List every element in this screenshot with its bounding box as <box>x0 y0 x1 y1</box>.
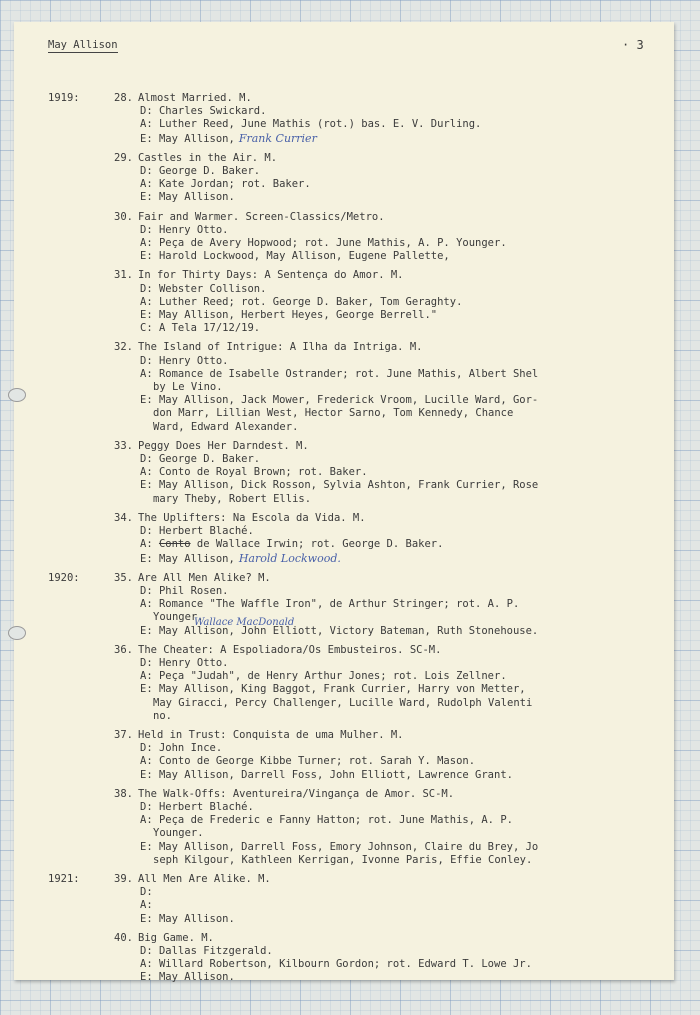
detail-text: A: Peça de Frederic e Fanny Hatton; rot. June Mathis, A. P. <box>140 814 513 827</box>
filmography-entry <box>14 152 674 205</box>
handwritten-annotation: Harold Lockwood. <box>238 551 341 565</box>
detail-text: D: Dallas Fitzgerald. <box>140 944 273 957</box>
detail-text: D: Henry Otto. <box>140 223 229 236</box>
detail-text: May Giracci, Percy Challenger, Lucille Ward, Rudolph Valenti <box>153 696 533 709</box>
detail-text: E: May Allison, <box>140 132 235 145</box>
entry-detail-line <box>14 958 674 971</box>
entry-number: 38. <box>114 787 133 800</box>
detail-text: A: Romance "The Waffle Iron", de Arthur Stringer; rot. A. P. <box>140 598 520 611</box>
entry-title: Castles in the Air. M. <box>138 151 278 164</box>
entry-title: Fair and Warmer. Screen-Classics/Metro. <box>138 210 385 223</box>
detail-text: E: May Allison, Dick Rosson, Sylvia Ashton, Frank Currier, Rose <box>140 479 539 492</box>
detail-text: E: May Allison, Darrell Foss, Emory Johnson, Claire du Brey, Jo <box>140 840 539 853</box>
entry-detail-line <box>14 683 674 696</box>
entry-title-line <box>14 788 674 801</box>
year-label: 1920: <box>48 571 80 584</box>
filmography-entry <box>14 788 674 867</box>
entry-title-line <box>14 341 674 354</box>
filmography-list <box>14 92 674 991</box>
entry-title: All Men Are Alike. M. <box>138 872 271 885</box>
detail-text: A: <box>140 899 153 912</box>
entry-detail-line <box>14 105 674 118</box>
entry-continuation-line <box>14 854 674 867</box>
entry-continuation-line <box>14 381 674 394</box>
detail-text: D: <box>140 886 153 899</box>
entry-title-line <box>14 440 674 453</box>
entry-detail-line <box>14 552 674 566</box>
detail-text: E: May Allison, Jack Mower, Frederick Vroom, Lucille Ward, Gor- <box>140 394 539 407</box>
entry-title-line <box>14 211 674 224</box>
entry-number: 32. <box>114 341 133 354</box>
year-label: 1921: <box>48 872 80 885</box>
entry-detail-line <box>14 132 674 146</box>
entry-title-line <box>14 92 674 105</box>
detail-text: Younger. <box>153 611 204 624</box>
entry-detail-line <box>14 585 674 598</box>
entry-number: 35. <box>114 571 133 584</box>
document-page <box>14 22 674 984</box>
detail-text: E: May Allison, Darrell Foss, John Elliott, Lawrence Grant. <box>140 768 513 781</box>
entry-title-line <box>14 152 674 165</box>
entry-detail-line <box>14 368 674 381</box>
entry-detail-line <box>14 355 674 368</box>
filmography-entry <box>14 269 674 335</box>
filmography-entry <box>14 572 674 638</box>
detail-text: Ward, Edward Alexander. <box>153 420 299 433</box>
year-label: 1919: <box>48 92 80 104</box>
detail-text: D: Henry Otto. <box>140 656 229 669</box>
filmography-entry <box>14 932 674 985</box>
entry-number: 28. <box>114 92 133 104</box>
entry-number: 33. <box>114 439 133 452</box>
entry-number: 37. <box>114 728 133 741</box>
entry-detail-line <box>14 283 674 296</box>
entry-title: The Island of Intrigue: A Ilha da Intriga. M. <box>138 341 423 354</box>
entry-detail-line <box>14 841 674 854</box>
entry-detail-line <box>14 801 674 814</box>
filmography-entry <box>14 92 674 146</box>
entry-detail-line <box>14 913 674 926</box>
entry-detail-line <box>14 191 674 204</box>
entry-detail-line <box>14 178 674 191</box>
detail-text: A: Romance de Isabelle Ostrander; rot. June Mathis, Albert Shel <box>140 367 539 380</box>
entry-title: Held in Trust: Conquista de uma Mulher. M. <box>138 728 404 741</box>
entry-detail-line <box>14 165 674 178</box>
entry-detail-line <box>14 657 674 670</box>
entry-detail-line <box>14 742 674 755</box>
detail-text: A: Luther Reed; rot. George D. Baker, Tom Geraghty. <box>140 295 463 308</box>
entry-detail-line <box>14 250 674 263</box>
handwritten-annotation: Wallace MacDonald <box>194 616 295 628</box>
detail-text: E: May Allison. <box>140 191 235 204</box>
entry-detail-line <box>14 971 674 984</box>
detail-text: D: Herbert Blaché. <box>140 525 254 538</box>
detail-text: A: Peça de Avery Hopwood; rot. June Mathis, A. P. Younger. <box>140 237 507 250</box>
entry-title: Are All Men Alike? M. <box>138 571 271 584</box>
entry-continuation-line <box>14 493 674 506</box>
filmography-entry <box>14 440 674 506</box>
detail-text: D: John Ince. <box>140 742 223 755</box>
detail-text: mary Theby, Robert Ellis. <box>153 492 312 505</box>
entry-title-line <box>14 932 674 945</box>
entry-continuation-line <box>14 827 674 840</box>
entry-detail-line <box>14 309 674 322</box>
entry-continuation-line <box>14 697 674 710</box>
entry-detail-line <box>14 479 674 492</box>
detail-text: E: May Allison, Herbert Heyes, George Berrell." <box>140 309 438 322</box>
detail-text: A: Willard Robertson, Kilbourn Gordon; rot. Edward T. Lowe Jr. <box>140 958 532 971</box>
entry-continuation-line <box>14 407 674 420</box>
entry-detail-line <box>14 296 674 309</box>
entry-detail-line <box>14 945 674 958</box>
entry-detail-line <box>14 769 674 782</box>
entry-detail-line <box>14 237 674 250</box>
entry-title: Almost Married. M. <box>138 92 252 104</box>
entry-detail-line <box>14 394 674 407</box>
filmography-entry <box>14 873 674 926</box>
entry-title: Peggy Does Her Darndest. M. <box>138 439 309 452</box>
entry-number: 39. <box>114 872 133 885</box>
entry-title-line <box>14 512 674 525</box>
detail-prefix: A: <box>140 538 159 551</box>
entry-number: 30. <box>114 210 133 223</box>
entry-title: The Cheater: A Espoliadora/Os Embusteiros. SC-M. <box>138 643 442 656</box>
detail-text: Younger. <box>153 827 204 840</box>
entry-number: 36. <box>114 643 133 656</box>
detail-text: A: Peça "Judah", de Henry Arthur Jones; rot. Lois Zellner. <box>140 670 507 683</box>
entry-detail-line <box>14 466 674 479</box>
detail-text: D: George D. Baker. <box>140 165 261 178</box>
struck-word: Conto <box>158 538 191 551</box>
entry-detail-line <box>14 598 674 611</box>
entry-continuation-line <box>14 421 674 434</box>
entry-detail-line <box>14 670 674 683</box>
detail-text: E: Harold Lockwood, May Allison, Eugene Pallette, <box>140 250 450 263</box>
filmography-entry <box>14 341 674 433</box>
entry-number: 31. <box>114 269 133 282</box>
entry-title-line <box>14 572 674 585</box>
detail-text: A: Luther Reed, June Mathis (rot.) bas. E. V. Durling. <box>140 118 482 131</box>
entry-detail-line <box>14 322 674 335</box>
entry-detail-line <box>14 525 674 538</box>
handwritten-annotation: Frank Currier <box>238 131 317 145</box>
entry-title-line <box>14 644 674 657</box>
page-number: · 3 <box>622 38 644 52</box>
entry-detail-line <box>14 755 674 768</box>
detail-text: seph Kilgour, Kathleen Kerrigan, Ivonne Paris, Effie Conley. <box>153 853 533 866</box>
entry-continuation-line <box>14 710 674 723</box>
entry-number: 34. <box>114 511 133 524</box>
detail-text: E: May Allison, King Baggot, Frank Currier, Harry von Metter, <box>140 683 526 696</box>
detail-text: C: A Tela 17/12/19. <box>140 322 261 335</box>
detail-text: A: Conto de Royal Brown; rot. Baker. <box>140 466 368 479</box>
entry-title: The Walk-Offs: Aventureira/Vingança de Amor. SC-M. <box>138 787 455 800</box>
detail-text: D: Herbert Blaché. <box>140 800 254 813</box>
detail-text: D: Webster Collison. <box>140 282 267 295</box>
entry-detail-line <box>14 453 674 466</box>
filmography-entry <box>14 211 674 264</box>
filmography-entry <box>14 729 674 782</box>
filmography-entry <box>14 512 674 566</box>
filmography-entry <box>14 644 674 723</box>
detail-text: no. <box>153 709 172 722</box>
detail-text: D: Phil Rosen. <box>140 584 229 597</box>
entry-detail-line <box>14 224 674 237</box>
detail-text: D: Charles Swickard. <box>140 105 267 118</box>
entry-detail-line <box>14 538 674 551</box>
page-header-name: May Allison <box>48 39 118 51</box>
entry-title: The Uplifters: Na Escola da Vida. M. <box>138 511 366 524</box>
detail-text: A: Kate Jordan; rot. Baker. <box>140 178 311 191</box>
detail-text: E: May Allison, John Elliott, Victory Bateman, Ruth Stonehouse. <box>140 624 539 637</box>
detail-text: de Wallace Irwin; rot. George D. Baker. <box>190 538 444 551</box>
entry-detail-line <box>14 118 674 131</box>
detail-text: don Marr, Lillian West, Hector Sarno, Tom Kennedy, Chance <box>153 407 514 420</box>
entry-title-line <box>14 873 674 886</box>
entry-title: In for Thirty Days: A Sentença do Amor. M. <box>138 269 404 282</box>
detail-text: E: May Allison, <box>140 552 235 565</box>
entry-title: Big Game. M. <box>138 931 214 944</box>
entry-title-line <box>14 269 674 282</box>
detail-text: E: May Allison. <box>140 971 235 984</box>
entry-detail-line <box>14 886 674 899</box>
entry-number: 29. <box>114 151 133 164</box>
entry-detail-line <box>14 814 674 827</box>
detail-text: A: Conto de George Kibbe Turner; rot. Sarah Y. Mason. <box>140 755 476 768</box>
entry-number: 40. <box>114 931 133 944</box>
entry-detail-line <box>14 899 674 912</box>
entry-continuation-line <box>14 611 674 624</box>
detail-text: by Le Vino. <box>153 381 223 394</box>
detail-text: D: Henry Otto. <box>140 354 229 367</box>
detail-text: D: George D. Baker. <box>140 453 261 466</box>
entry-title-line <box>14 729 674 742</box>
detail-text: E: May Allison. <box>140 912 235 925</box>
